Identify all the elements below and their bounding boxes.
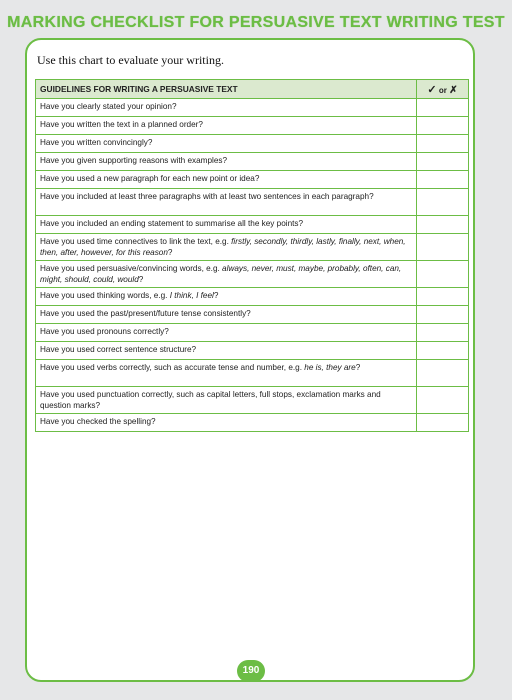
checklist-row [36,360,469,387]
guideline-question [36,414,417,432]
mark-cell[interactable] [417,261,469,288]
checklist-row [36,414,469,432]
guideline-question [36,171,417,189]
mark-cell[interactable] [417,216,469,234]
mark-cell[interactable] [417,414,469,432]
guideline-question [36,306,417,324]
checklist-row [36,324,469,342]
checklist-row [36,306,469,324]
checklist-row [36,171,469,189]
checklist-row [36,189,469,216]
mark-column-header [417,80,469,99]
guideline-question [36,288,417,306]
example-words: he is, they are [304,363,356,372]
mark-cell[interactable] [417,234,469,261]
checklist-table [35,79,469,432]
mark-cell[interactable] [417,135,469,153]
content-panel [25,38,475,682]
question-text: Have you used time connectives to link the text, e.g. [40,237,232,246]
question-text: ? [355,363,361,372]
or-label: or [438,85,447,95]
table-header-row [36,80,469,99]
checklist-row [36,216,469,234]
question-text: Have you written the text in a planned order? [40,120,203,129]
checklist-row [36,261,469,288]
question-text: Have you clearly stated your opinion? [40,102,177,111]
mark-cell[interactable] [417,342,469,360]
question-text: Have you used a new paragraph for each new point or idea? [40,174,260,183]
example-words: firstly, secondly, thirdly, lastly, finally, next, when, then, after, however, for this reason [40,237,406,257]
question-text: Have you used verbs correctly, such as accurate tense and number, e.g. [40,363,305,372]
question-text: Have you included at least three paragraphs with at least two sentences in each paragraph? [40,192,374,201]
guideline-question [36,153,417,171]
question-text: Have you used pronouns correctly? [40,327,169,336]
checklist-row [36,234,469,261]
question-text: Have you used the past/present/future tense consistently? [40,309,251,318]
checklist-row [36,135,469,153]
cross-icon: ✗ [449,84,458,96]
mark-cell[interactable] [417,360,469,387]
guideline-question [36,99,417,117]
example-words: always, never, must, maybe, probably, often, can, might, should, could, would [40,264,402,284]
mark-cell[interactable] [417,99,469,117]
mark-cell[interactable] [417,171,469,189]
checklist-row [36,153,469,171]
example-words: I think, I feel [169,291,214,300]
mark-cell[interactable] [417,189,469,216]
question-text: Have you checked the spelling? [40,417,156,426]
question-text: Have you used punctuation correctly, such as capital letters, full stops, exclamation marks and question marks? [40,390,381,410]
checklist-row [36,342,469,360]
mark-cell[interactable] [417,117,469,135]
checklist-row [36,99,469,117]
mark-cell[interactable] [417,288,469,306]
guideline-question [36,189,417,216]
mark-cell[interactable] [417,387,469,414]
page-title: MARKING CHECKLIST FOR PERSUASIVE TEXT WRITING TEST [7,14,505,31]
guideline-question [36,135,417,153]
question-text: ? [138,275,144,284]
guideline-question [36,324,417,342]
guideline-question [36,261,417,288]
question-text: Have you written convincingly? [40,138,153,147]
guideline-question [36,234,417,261]
question-text: Have you used persuasive/convincing words, e.g. [40,264,223,273]
guideline-question [36,360,417,387]
guideline-question [36,117,417,135]
checklist-row [36,288,469,306]
page-number: 190 [237,660,265,682]
checklist-row [36,117,469,135]
guideline-question [36,216,417,234]
question-text: Have you used correct sentence structure? [40,345,197,354]
question-text: Have you given supporting reasons with examples? [40,156,228,165]
checklist-body [36,99,469,432]
tick-icon: ✓ [427,83,437,96]
guideline-question [36,342,417,360]
question-text: ? [213,291,219,300]
guidelines-header: GUIDELINES FOR WRITING A PERSUASIVE TEXT [36,80,417,99]
intro-text: Use this chart to evaluate your writing. [37,53,224,67]
question-text: Have you used thinking words, e.g. [40,291,170,300]
mark-cell[interactable] [417,306,469,324]
checklist-row [36,387,469,414]
mark-cell[interactable] [417,324,469,342]
question-text: ? [167,248,173,257]
guideline-question [36,387,417,414]
question-text: Have you included an ending statement to summarise all the key points? [40,219,304,228]
mark-cell[interactable] [417,153,469,171]
